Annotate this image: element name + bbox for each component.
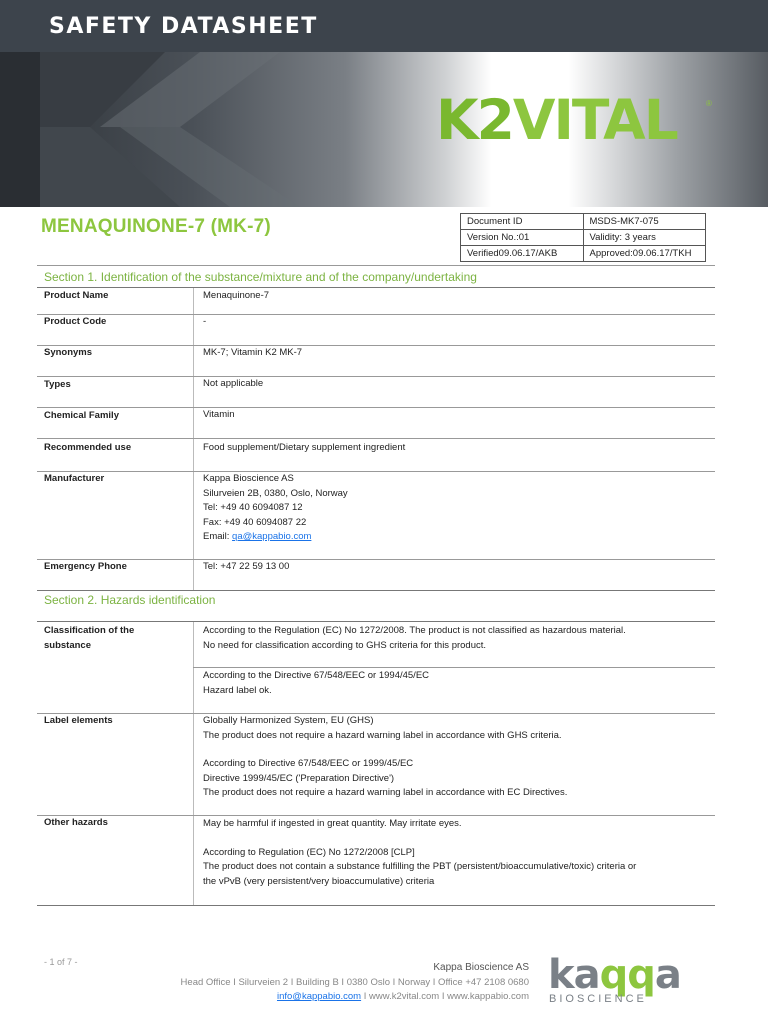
divider [37, 287, 715, 288]
other-hazards-label: Other hazards [44, 817, 108, 828]
document-id-label: Document ID [461, 214, 584, 230]
classification-directive-text: According to the Directive 67/548/EEC or 1994/45/EC Hazard label ok. [203, 670, 430, 696]
row-divider [37, 438, 715, 439]
document-info-table [460, 213, 706, 262]
header-bar [0, 0, 768, 52]
page-number: - 1 of 7 - [44, 957, 78, 967]
emergency-phone-label: Emergency Phone [44, 561, 127, 572]
version-number: Version No.:01 [461, 230, 584, 246]
chemical-family-value: Vitamin [203, 409, 235, 420]
manufacturer-fax: Fax: +49 40 6094087 22 [203, 516, 307, 528]
footer-company: Kappa Bioscience AS [433, 962, 529, 973]
document-type-title: SAFETY DATASHEET [49, 14, 318, 39]
manufacturer-address: Silurveien 2B, 0380, Oslo, Norway [203, 487, 348, 499]
divider [37, 621, 715, 622]
product-name-label: Product Name [44, 290, 109, 301]
synonyms-label: Synonyms [44, 347, 93, 358]
footer-links: info@kappabio.com I www.k2vital.com I www.kappabio.com [276, 991, 529, 1002]
classification-text: According to the Regulation (EC) No 1272/2008. The product is not classified as hazardous material. No need for classification according to GHS criteria for this product. [203, 625, 626, 651]
row-divider [37, 815, 715, 816]
section-2-heading: Section 2. Hazards identification [44, 593, 216, 607]
types-label: Types [44, 379, 71, 390]
document-id-value: MSDS-MK7-075 [583, 214, 706, 230]
manufacturer-tel: Tel: +49 40 6094087 12 [203, 502, 303, 513]
synonyms-value: MK-7; Vitamin K2 MK-7 [203, 347, 303, 358]
kappa-logo: kaqqa [548, 952, 681, 998]
recommended-use-label: Recommended use [44, 442, 132, 453]
recommended-use-value: Food supplement/Dietary supplement ingredient [203, 442, 406, 453]
types-value: Not applicable [203, 378, 264, 389]
section-1-heading: Section 1. Identification of the substance/mixture and of the company/undertaking [44, 270, 477, 284]
verified-by: Verified09.06.17/AKB [461, 246, 584, 262]
manufacturer-label: Manufacturer [44, 473, 105, 484]
footer-email-link[interactable]: info@kappabio.com [276, 991, 362, 1002]
manufacturer-details [203, 472, 713, 545]
manufacturer-email-link[interactable]: qa@kappabio.com [232, 531, 312, 542]
product-title: MENAQUINONE-7 (MK-7) [41, 216, 271, 237]
classification-label: Classification of the substance [44, 625, 135, 651]
kappa-logo-subtitle: BIOSCIENCE [549, 993, 647, 1005]
column-divider [193, 288, 194, 591]
product-name-value: Menaquinone-7 [203, 290, 270, 301]
label-elements-text: Globally Harmonized System, EU (GHS) The product does not require a hazard warning label in accordance with GHS criteria. According to Directive 67/548/EEC or 1999/45/EC Directive 1999/45/EC ('Preparation Directive') The product does not require a hazard warning label in accordance with EC Directives. [203, 715, 568, 798]
footer-address: Head Office I Silurveien 2 I Building B I 0380 Oslo I Norway I Office +47 2108 0680 [180, 977, 529, 988]
manufacturer-email: Email: qa@kappabio.com [203, 531, 312, 542]
divider [37, 265, 715, 266]
manufacturer-name: Kappa Bioscience AS [203, 473, 294, 484]
approved-by: Approved:09.06.17/TKH [583, 246, 706, 262]
k2vital-logo: K2VITAL [436, 88, 677, 152]
product-code-label: Product Code [44, 316, 107, 327]
validity: Validity: 3 years [583, 230, 706, 246]
divider [37, 905, 715, 906]
emergency-phone-value: Tel: +47 22 59 13 00 [203, 561, 290, 572]
column-divider [193, 622, 194, 905]
label-elements-label: Label elements [44, 715, 113, 726]
divider [37, 590, 715, 591]
product-code-value: - [203, 316, 207, 327]
row-divider [193, 667, 715, 668]
other-hazards-text: May be harmful if ingested in great quantity. May irritate eyes. According to Regulation (EC) No 1272/2008 [CLP] The product does not contain a substance fulfilling the PBT (persistent/bioaccumulative/toxic) criteria or the vPvB (very persistent/very bioaccumulative) criteria [203, 818, 637, 887]
registered-mark: ® [706, 99, 712, 108]
chemical-family-label: Chemical Family [44, 410, 119, 421]
